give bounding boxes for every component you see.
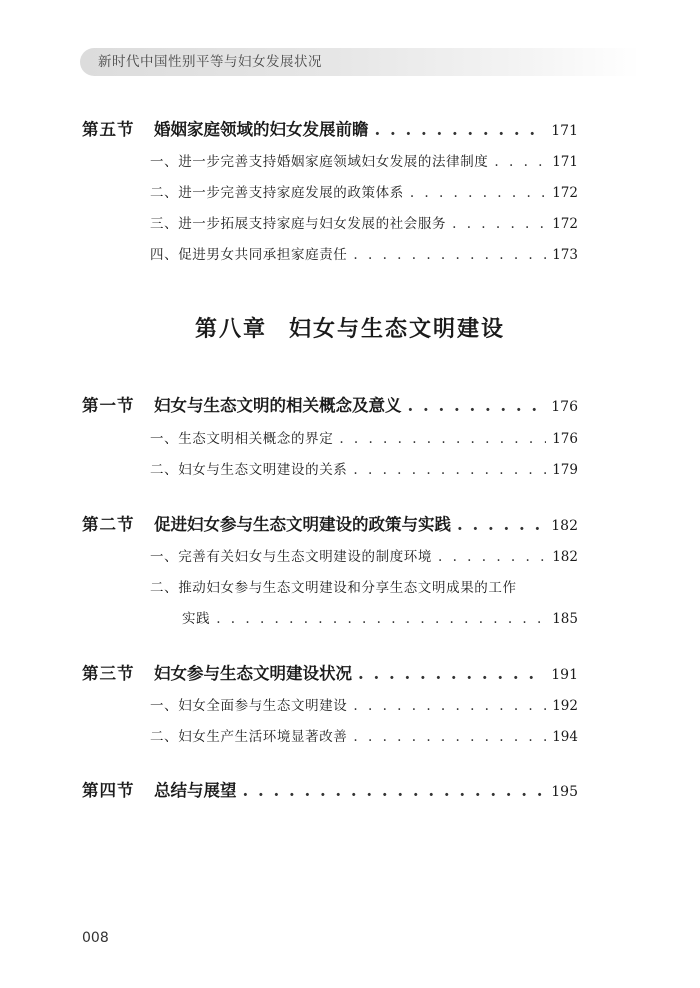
toc-section-5[interactable] xyxy=(82,116,578,140)
page-reference: 172 xyxy=(552,216,578,232)
item-label: 二、妇女生产生活环境显著改善 xyxy=(150,729,348,745)
section-number: 第四节 xyxy=(82,781,135,800)
page-reference: 182 xyxy=(551,518,578,534)
item-label: 一、妇女全面参与生态文明建设 xyxy=(150,698,348,714)
item-label: 二、进一步完善支持家庭发展的政策体系 xyxy=(150,185,404,201)
page-reference: 176 xyxy=(551,399,578,415)
dot-leader xyxy=(358,664,545,683)
section-title: 促进妇女参与生态文明建设的政策与实践 xyxy=(154,515,451,534)
section-number: 第三节 xyxy=(82,664,135,683)
dot-leader xyxy=(243,781,546,800)
chapter-title: 妇女与生态文明建设 xyxy=(289,316,506,342)
page-reference: 191 xyxy=(551,667,578,683)
page-reference: 195 xyxy=(551,784,578,800)
item-label: 三、进一步拓展支持家庭与妇女发展的社会服务 xyxy=(150,216,447,232)
item-label: 一、生态文明相关概念的界定 xyxy=(150,431,334,447)
toc-item[interactable] xyxy=(150,243,578,263)
page-reference: 194 xyxy=(552,729,578,745)
page-reference: 192 xyxy=(552,698,578,714)
section-title: 妇女与生态文明的相关概念及意义 xyxy=(154,396,402,415)
item-label-continued: 实践 xyxy=(182,611,211,627)
section-title: 婚姻家庭领域的妇女发展前瞻 xyxy=(154,120,369,139)
toc-item[interactable] xyxy=(150,545,578,565)
toc-item-heading[interactable] xyxy=(150,576,578,596)
toc-item[interactable] xyxy=(150,725,578,745)
item-label: 二、妇女与生态文明建设的关系 xyxy=(150,462,348,478)
page-reference: 173 xyxy=(552,247,578,263)
item-label: 一、进一步完善支持婚姻家庭领域妇女发展的法律制度 xyxy=(150,154,489,170)
toc-section-1[interactable] xyxy=(82,392,578,416)
dot-leader xyxy=(410,185,546,201)
page-reference: 185 xyxy=(552,611,578,627)
page-reference: 171 xyxy=(552,154,578,170)
toc-section-2[interactable] xyxy=(82,511,578,535)
item-label: 四、促进男女共同承担家庭责任 xyxy=(150,247,348,263)
item-label: 一、完善有关妇女与生态文明建设的制度环境 xyxy=(150,549,432,565)
section-number: 第二节 xyxy=(82,515,135,534)
toc-item[interactable] xyxy=(150,694,578,714)
toc-item[interactable] xyxy=(150,212,578,232)
toc-section-4[interactable] xyxy=(82,777,578,801)
dot-leader xyxy=(353,729,546,745)
dot-leader xyxy=(438,549,546,565)
toc-item[interactable] xyxy=(150,458,578,478)
dot-leader xyxy=(353,698,546,714)
section-title: 总结与展望 xyxy=(154,781,237,800)
page-reference: 172 xyxy=(552,185,578,201)
dot-leader xyxy=(353,247,546,263)
dot-leader xyxy=(408,396,546,415)
item-label: 二、推动妇女参与生态文明建设和分享生态文明成果的工作 xyxy=(150,580,517,596)
toc-item[interactable] xyxy=(150,427,578,447)
running-header-title: 新时代中国性别平等与妇女发展状况 xyxy=(98,54,322,70)
running-header-band xyxy=(80,48,640,76)
chapter-number: 第八章 xyxy=(194,316,267,342)
toc-item-continuation[interactable] xyxy=(182,607,578,627)
dot-leader xyxy=(216,611,546,627)
toc-item[interactable] xyxy=(150,181,578,201)
dot-leader xyxy=(457,515,545,534)
section-title: 妇女参与生态文明建设状况 xyxy=(154,664,352,683)
page-number: 008 xyxy=(82,930,109,946)
page-reference: 179 xyxy=(552,462,578,478)
toc-item[interactable] xyxy=(150,150,578,170)
dot-leader xyxy=(494,154,546,170)
dot-leader xyxy=(375,120,546,139)
section-number: 第五节 xyxy=(82,120,135,139)
chapter-heading xyxy=(0,312,700,343)
dot-leader xyxy=(353,462,546,478)
page-reference: 182 xyxy=(552,549,578,565)
page-reference: 171 xyxy=(551,123,578,139)
dot-leader xyxy=(339,431,546,447)
toc-section-3[interactable] xyxy=(82,660,578,684)
dot-leader xyxy=(452,216,546,232)
page-reference: 176 xyxy=(552,431,578,447)
section-number: 第一节 xyxy=(82,396,135,415)
